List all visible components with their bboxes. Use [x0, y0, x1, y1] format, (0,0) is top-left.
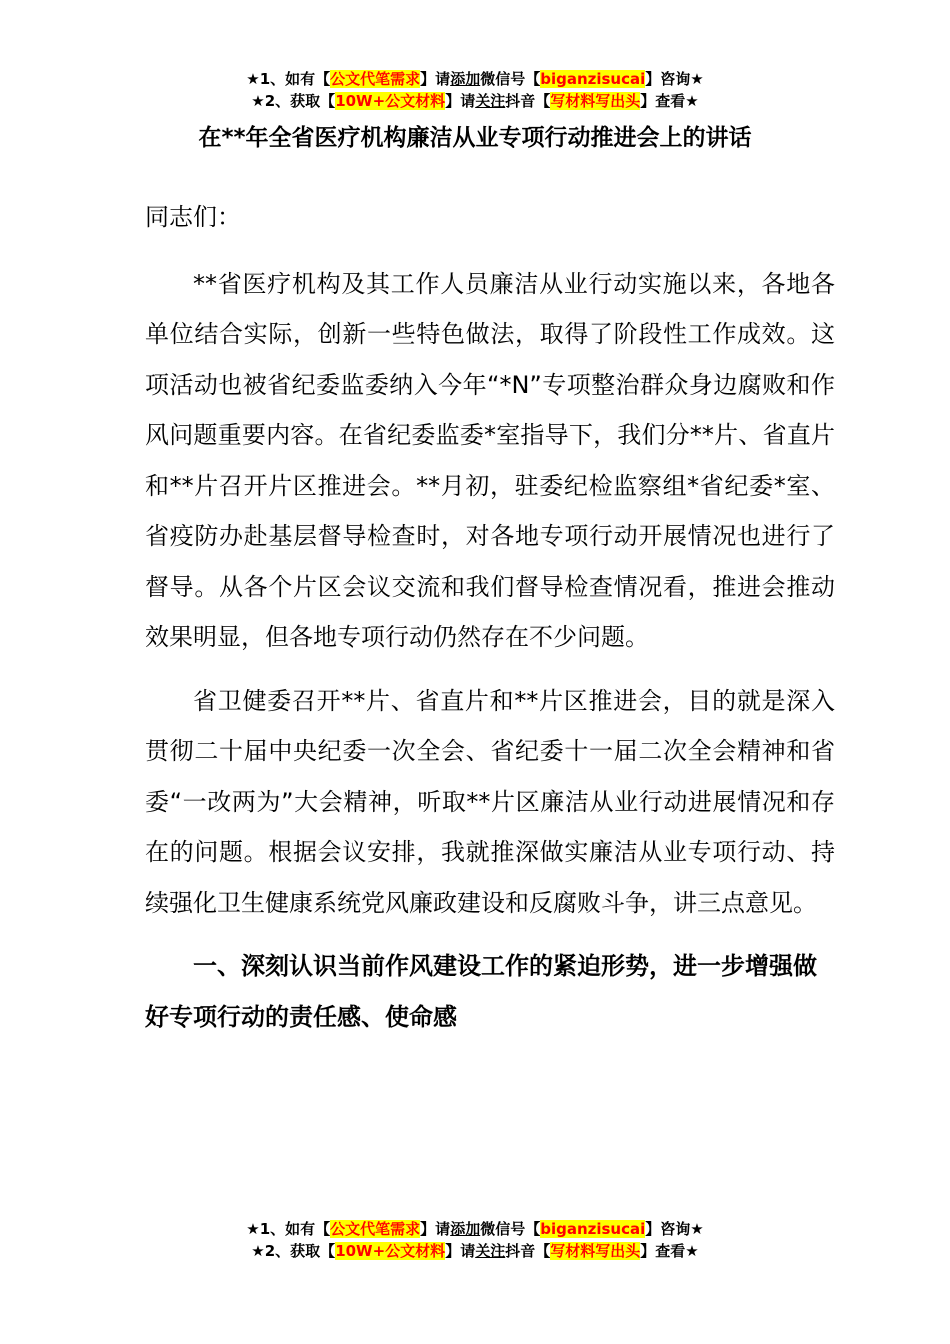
promo-line-1: ★1、如有【公文代笔需求】请添加微信号【biganzisucai】咨询★ [246, 1220, 704, 1238]
promo-line-2: ★2、获取【10W+公文材料】请关注抖音【写材料写出头】查看★ [251, 92, 699, 110]
promo-line-1: ★1、如有【公文代笔需求】请添加微信号【biganzisucai】咨询★ [246, 70, 704, 88]
wechat-id: biganzisucai [540, 70, 646, 88]
promo-line-2: ★2、获取【10W+公文材料】请关注抖音【写材料写出头】查看★ [251, 1242, 699, 1260]
wechat-id: biganzisucai [540, 1220, 646, 1238]
paragraph-1: **省医疗机构及其工作人员廉洁从业行动实施以来，各地各单位结合实际，创新一些特色做法，取得了阶段性工作成效。这项活动也被省纪委监委纳入今年“*N”专项整治群众身边腐败和作风问题重要内容。在省纪委监委*室指导下，我们分**片、省直片和**片召开片区推进会。**月初，驻委纪检监察组*省纪委*室、省疫防办赴基层督导检查时，对各地专项行动开展情况也进行了督导。从各个片区会议交流和我们督导检查情况看，推进会推动效果明显，但各地专项行动仍然存在不少问题。 [145, 269, 835, 651]
promo-footer [0, 1218, 950, 1262]
salutation: 同志们： [145, 203, 241, 231]
promo-highlight: 公文代笔需求 [330, 70, 421, 88]
document-body [145, 192, 835, 1043]
douyin-id: 写材料写出头 [550, 1242, 641, 1260]
promo-highlight: 10W+公文材料 [335, 92, 446, 110]
promo-highlight: 10W+公文材料 [335, 1242, 446, 1260]
paragraph-2: 省卫健委召开**片、省直片和**片区推进会，目的就是深入贯彻二十届中央纪委一次全会、省纪委十一届二次全会精神和省委“一改两为”大会精神，听取**片区廉洁从业行动进展情况和存在的问题。根据会议安排，我就推深做实廉洁从业专项行动、持续强化卫生健康系统党风廉政建设和反腐败斗争，讲三点意见。 [145, 686, 835, 917]
promo-highlight: 公文代笔需求 [330, 1220, 421, 1238]
promo-header [0, 68, 950, 112]
section-heading-1: 一、深刻认识当前作风建设工作的紧迫形势，进一步增强做好专项行动的责任感、使命感 [145, 952, 817, 1031]
douyin-id: 写材料写出头 [550, 92, 641, 110]
document-title: 在**年全省医疗机构廉洁从业专项行动推进会上的讲话 [198, 125, 752, 151]
